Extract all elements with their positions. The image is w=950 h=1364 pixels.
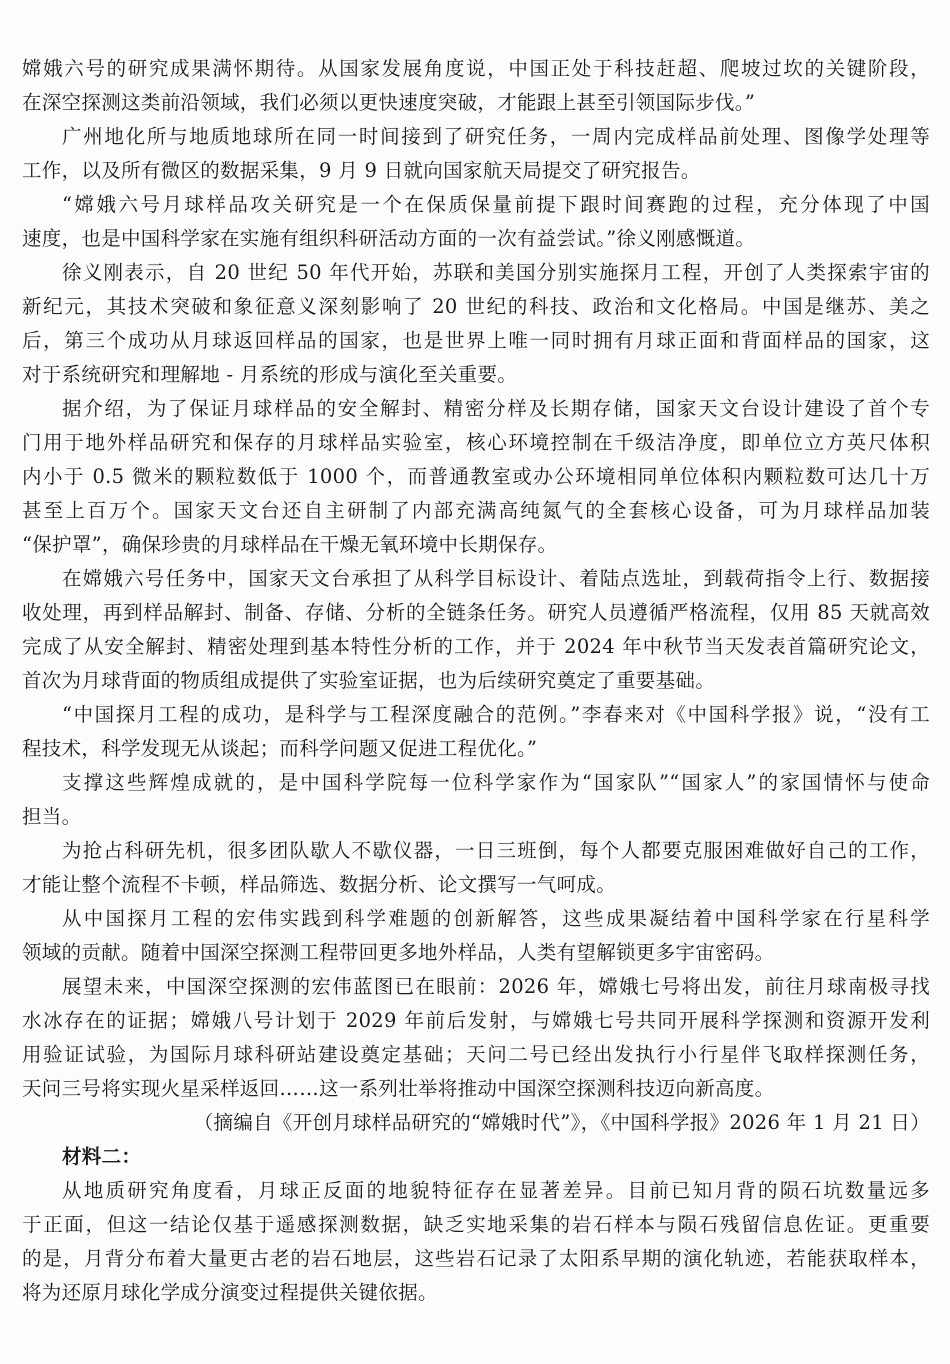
paragraph-line: 在嫦娥六号任务中，国家天文台承担了从科学目标设计、着陆点选址，到载荷指令上行、数据接 xyxy=(62,567,930,590)
paragraph-line: “保护罩”，确保珍贵的月球样品在干燥无氧环境中长期保存。 xyxy=(22,533,558,556)
paragraph-line: 从中国探月工程的宏伟实践到科学难题的创新解答，这些成果凝结着中国科学家在行星科学 xyxy=(62,907,930,930)
paragraph-line: 对于系统研究和理解地 - 月系统的形成与演化至关重要。 xyxy=(22,363,518,386)
paragraph-line: 用验证试验，为国际月球科研站建设奠定基础；天问二号已经出发执行小行星伴飞取样探测任务， xyxy=(22,1043,930,1066)
paragraph-line: 从地质研究角度看，月球正反面的地貌特征存在显著差异。目前已知月背的陨石坑数量远多 xyxy=(62,1179,930,1202)
paragraph-line: 水冰存在的证据；嫦娥八号计划于 2029 年前后发射，与嫦娥七号共同开展科学探测和资源开发利 xyxy=(22,1009,930,1032)
paragraph-line: “嫦娥六号月球样品攻关研究是一个在保质保量前提下跟时间赛跑的过程，充分体现了中国 xyxy=(62,193,930,216)
paragraph-line: 在深空探测这类前沿领域，我们必须以更快速度突破，才能跟上甚至引领国际步伐。” xyxy=(22,91,756,114)
paragraph-line: 于正面，但这一结论仅基于遥感探测数据，缺乏实地采集的岩石样本与陨石残留信息佐证。更重要 xyxy=(22,1213,930,1236)
paragraph-line: 的是，月背分布着大量更古老的岩石地层，这些岩石记录了太阳系早期的演化轨迹，若能获取样本， xyxy=(22,1247,930,1270)
paragraph-line: 支撑这些辉煌成就的，是中国科学院每一位科学家作为“国家队”“国家人”的家国情怀与使命 xyxy=(62,771,930,794)
paragraph-line: 领域的贡献。随着中国深空探测工程带回更多地外样品，人类有望解锁更多宇宙密码。 xyxy=(22,941,775,964)
paragraph-line: 工作，以及所有微区的数据采集，9 月 9 日就向国家航天局提交了研究报告。 xyxy=(22,159,701,182)
paragraph-line: 徐义刚表示，自 20 世纪 50 年代开始，苏联和美国分别实施探月工程，开创了人类探索宇宙的 xyxy=(62,261,930,284)
paragraph-line: “中国探月工程的成功，是科学与工程深度融合的范例。”李春来对《中国科学报》说，“没有工 xyxy=(62,703,930,726)
paragraph-line: 广州地化所与地质地球所在同一时间接到了研究任务，一周内完成样品前处理、图像学处理等 xyxy=(62,125,930,148)
paragraph-line: 新纪元，其技术突破和象征意义深刻影响了 20 世纪的科技、政治和文化格局。中国是继苏、美之 xyxy=(22,295,930,318)
section-heading: 材料二： xyxy=(62,1145,142,1168)
article-body xyxy=(22,52,930,1304)
source-citation: （摘编自《开创月球样品研究的“嫦娥时代”》，《中国科学报》2026 年 1 月 21 日） xyxy=(193,1111,930,1134)
paragraph-line: 完成了从安全解封、精密处理到基本特性分析的工作，并于 2024 年中秋节当天发表首篇研究论文， xyxy=(22,635,930,658)
paragraph-line: 程技术，科学发现无从谈起；而科学问题又促进工程优化。” xyxy=(22,737,538,760)
paragraph-line: 展望未来，中国深空探测的宏伟蓝图已在眼前：2026 年，嫦娥七号将出发，前往月球南极寻找 xyxy=(62,975,930,998)
paragraph-line: 才能让整个流程不卡顿，样品筛选、数据分析、论文撰写一气呵成。 xyxy=(22,873,617,896)
paragraph-line: 速度，也是中国科学家在实施有组织科研活动方面的一次有益尝试。”徐义刚感慨道。 xyxy=(22,227,756,250)
paragraph-line: 甚至上百万个。国家天文台还自主研制了内部充满高纯氮气的全套核心设备，可为月球样品加装 xyxy=(22,499,930,522)
paragraph-line: 天问三号将实现火星采样返回……这一系列壮举将推动中国深空探测科技迈向新高度。 xyxy=(22,1077,775,1100)
paragraph-line: 内小于 0.5 微米的颗粒数低于 1000 个，而普通教室或办公环境相同单位体积内颗粒数可达几十万 xyxy=(22,465,930,488)
paragraph-line: 后，第三个成功从月球返回样品的国家，也是世界上唯一同时拥有月球正面和背面样品的国家，这 xyxy=(22,329,930,352)
paragraph-line: 嫦娥六号的研究成果满怀期待。从国家发展角度说，中国正处于科技赶超、爬坡过坎的关键阶段， xyxy=(22,57,930,80)
paragraph-line: 据介绍，为了保证月球样品的安全解封、精密分样及长期存储，国家天文台设计建设了首个专 xyxy=(62,397,930,420)
paragraph-line: 收处理，再到样品解封、制备、存储、分析的全链条任务。研究人员遵循严格流程，仅用 85 天就高效 xyxy=(22,601,930,624)
paragraph-line: 门用于地外样品研究和保存的月球样品实验室，核心环境控制在千级洁净度，即单位立方英尺体积 xyxy=(22,431,930,454)
paragraph-line: 担当。 xyxy=(22,805,82,828)
paragraph-line: 为抢占科研先机，很多团队歇人不歇仪器，一日三班倒，每个人都要克服困难做好自己的工作， xyxy=(62,839,930,862)
paragraph-line: 首次为月球背面的物质组成提供了实验室证据，也为后续研究奠定了重要基础。 xyxy=(22,669,716,692)
paragraph-line: 将为还原月球化学成分演变过程提供关键依据。 xyxy=(22,1281,438,1304)
